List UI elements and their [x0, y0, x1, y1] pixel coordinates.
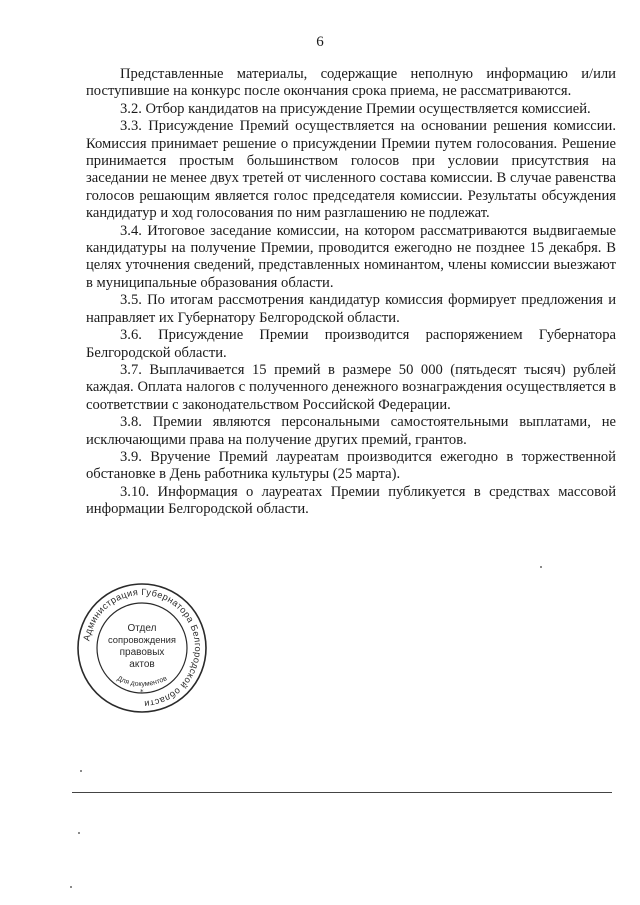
- paragraph-intro: Представленные материалы, содержащие неполную информацию и/или поступившие на конкурс после окончания срока приема, не рассматриваются.: [86, 66, 616, 100]
- scan-speck: [80, 770, 82, 772]
- stamp-bottom-text: Для документов: [115, 675, 169, 689]
- paragraph-3-10: 3.10. Информация о лауреатах Премии публикуется в средствах массовой информации Белгородской области.: [86, 483, 616, 518]
- stamp-line-4: актов: [129, 659, 155, 670]
- stamp-ring-text: Администрация Губернатора Белгородской области: [81, 586, 204, 710]
- paragraph-3-6: 3.6. Присуждение Премии производится распоряжением Губернатора Белгородской области.: [86, 327, 616, 361]
- scan-speck: [70, 886, 72, 888]
- svg-text:Для документов: [116, 675, 168, 688]
- paragraph-3-8: 3.8. Премии являются персональными самостоятельными выплатами, не исключающими права на получение других премий, грантов.: [86, 414, 616, 448]
- page-number: 6: [316, 34, 324, 50]
- document-body: [86, 66, 616, 519]
- paragraph-3-9: 3.9. Вручение Премий лауреатам производится ежегодно в торжественной обстановке в День работника культуры (25 марта).: [86, 448, 616, 483]
- bottom-rule: [72, 792, 612, 793]
- stamp-star-icon: *: [140, 688, 144, 696]
- paragraph-3-4: 3.4. Итоговое заседание комиссии, на котором рассматриваются выдвигаемые кандидатуры на получение Премии, проводится ежегодно не позднее 15 декабря. В целях уточнения сведений, представленных номинантом, члены комиссии выезжают в муниципальные образования области.: [86, 222, 616, 291]
- scan-speck: [78, 832, 80, 834]
- paragraph-3-5: 3.5. По итогам рассмотрения кандидатур комиссия формирует предложения и направляет их Губернатору Белгородской области.: [86, 292, 616, 326]
- paragraph-3-7: 3.7. Выплачивается 15 премий в размере 50 000 (пятьдесят тысяч) рублей каждая. Оплата налогов с полученного денежного вознаграждения осуществляется в соответствии с законодательством Российской Федерации.: [86, 361, 616, 413]
- stamp-line-2: сопровождения: [108, 634, 176, 645]
- official-stamp: [74, 580, 210, 716]
- stamp-line-1: Отдел: [127, 623, 157, 634]
- paragraph-3-2: 3.2. Отбор кандидатов на присуждение Премии осуществляется комиссией.: [120, 100, 591, 117]
- stamp-line-3: правовых: [119, 647, 165, 658]
- paragraph-3-3: 3.3. Присуждение Премий осуществляется на основании решения комиссии. Комиссия принимает решение о присуждении Премии путем голосования. Решение принимается простым большинством голосов при условии присутствия на заседании не менее двух третей от численного состава комиссии. В случае равенства голосов решающим является голос председателя комиссии. Результаты обсуждения кандидатур и ход голосования по ним разглашению не подлежат.: [86, 118, 616, 222]
- scan-speck: [540, 566, 542, 568]
